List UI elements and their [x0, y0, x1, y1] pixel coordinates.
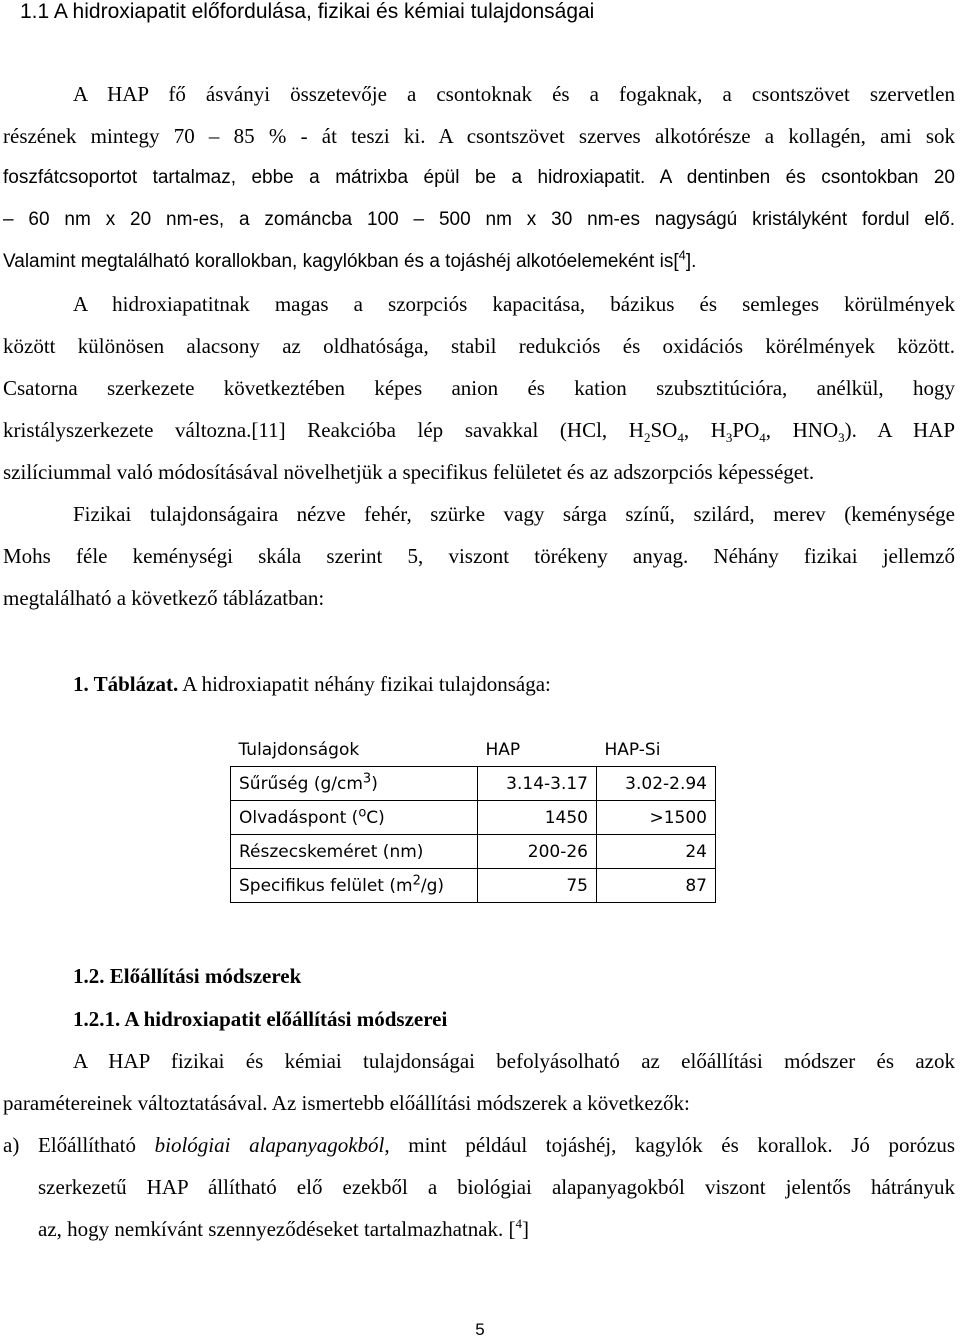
table-cell-property — [231, 801, 478, 835]
table-row — [231, 835, 716, 869]
table-cell-hapsi: 3.02-2.94 — [597, 767, 716, 801]
table-header-cell: HAP-Si — [597, 733, 716, 767]
table-cell-hap: 75 — [478, 869, 597, 903]
text-line: foszfátcsoportot tartalmaz, ebbe a mátrixba épül be a hidroxiapatit. A dentinben és csontokban 20 — [3, 167, 955, 188]
emphasized-text: biológiai alapanyagokból — [154, 1133, 385, 1157]
section-title-1-2: 1.2. Előállítási módszerek — [73, 964, 302, 988]
text-fragment: SO — [650, 418, 678, 442]
table-header-row — [231, 733, 716, 767]
table-cell-hapsi: >1500 — [597, 801, 716, 835]
section-title-1-2-1: 1.2.1. A hidroxiapatit előállítási módszerei — [73, 1007, 448, 1031]
subscript: 4 — [677, 430, 684, 446]
text-line: Fizikai tulajdonságaira nézve fehér, szürke vagy sárga színű, szilárd, merev (keménysége — [73, 502, 955, 526]
text-fragment: ) — [371, 773, 378, 794]
paragraph-sorption — [3, 283, 955, 493]
table-row — [231, 767, 716, 801]
text-fragment: Valamint megtalálható korallokban, kagylókban és a tojáshéj alkotóelemeként is[ — [3, 251, 679, 272]
text-fragment: Sűrűség (g/cm — [239, 773, 363, 794]
text-line: paramétereinek változtatásával. Az ismertebb előállítási módszerek a következők: — [3, 1091, 690, 1115]
text-fragment: , mint például tojáshéj, kagylók és korallok. Jó porózus — [384, 1133, 956, 1157]
section-heading: 1.1 A hidroxiapatit előfordulása, fizikai és kémiai tulajdonságai — [20, 0, 595, 23]
text-fragment: , H — [683, 418, 726, 442]
subscript: 4 — [759, 430, 766, 446]
text-line: Mohs féle keménységi skála szerint 5, viszont törékeny anyag. Néhány fizikai jellemző — [3, 544, 955, 568]
superscript: o — [358, 804, 367, 820]
subscript: 3 — [838, 430, 845, 446]
table-cell-hap: 1450 — [478, 801, 597, 835]
method-list-item-a — [3, 1124, 955, 1250]
text-line: – 60 nm x 20 nm-es, a zománcba 100 – 500 nm x 30 nm-es nagyságú kristályként fordul elő. — [3, 209, 955, 230]
table-header-cell: HAP — [478, 733, 597, 767]
text-line — [3, 1124, 955, 1166]
table-cell-hapsi: 87 — [597, 869, 716, 903]
text-fragment: kristályszerkezete változna.[11] Reakcióba lép savakkal (HCl, H — [3, 418, 644, 442]
table-row — [231, 869, 716, 903]
text-fragment: ). A HAP — [844, 418, 956, 442]
text-line: A hidroxiapatitnak magas a szorpciós kapacitása, bázikus és semleges körülmények — [73, 292, 955, 316]
text-line — [3, 409, 955, 451]
text-line: Csatorna szerkezete következtében képes anion és kation szubsztitúcióra, anélkül, hogy — [3, 376, 955, 400]
text-line — [3, 1208, 955, 1250]
superscript: 3 — [362, 770, 372, 786]
text-fragment: , HNO — [765, 418, 839, 442]
page-number: 5 — [475, 1320, 485, 1339]
text-fragment: ] — [522, 1217, 530, 1241]
table-cell-hapsi: 24 — [597, 835, 716, 869]
text-fragment: Specifikus felület (m — [239, 875, 413, 896]
reference-superscript: 4 — [678, 247, 686, 263]
text-line: szerkezetű HAP állítható elő ezekből a biológiai alapanyagokból viszont jelentős hátrányuk — [38, 1175, 955, 1199]
text-fragment: Előállítható — [38, 1133, 155, 1157]
superscript: 2 — [412, 872, 421, 888]
table-caption-text: A hidroxiapatit néhány fizikai tulajdonsága: — [178, 672, 551, 696]
reference-superscript: 4 — [515, 1216, 523, 1231]
table-cell-property — [231, 869, 478, 903]
text-fragment: Olvadáspont ( — [239, 807, 359, 828]
properties-table — [230, 733, 716, 903]
text-line: között különösen alacsony az oldhatósága, stabil redukciós és oxidációs körélmények között. — [3, 334, 955, 358]
table-caption — [73, 663, 551, 705]
text-fragment: ]. — [685, 251, 697, 272]
text-fragment: az, hogy nemkívánt szennyeződéseket tartalmazhatnak. [ — [38, 1217, 516, 1241]
text-fragment: /g) — [420, 875, 444, 896]
subscript: 2 — [643, 430, 651, 446]
text-fragment: C) — [366, 807, 385, 828]
paragraph-physical — [3, 493, 955, 619]
text-fragment: Részecskeméret (nm) — [239, 841, 424, 862]
text-line: megtalálható a következő táblázatban: — [3, 586, 325, 610]
text-line: szilíciummal való módosításával növelhetjük a specifikus felületet és az adszorpciós képességet. — [3, 460, 815, 484]
table-caption-label: 1. Táblázat. — [73, 672, 179, 696]
table-header-cell: Tulajdonságok — [231, 733, 478, 767]
text-line: részének mintegy 70 – 85 % - át teszi ki. A csontszövet szerves alkotórésze a kollagén, ami sok — [3, 124, 955, 148]
text-line: A HAP fő ásványi összetevője a csontoknak és a fogaknak, a csontszövet szervetlen — [73, 82, 955, 106]
paragraph-methods — [3, 1040, 955, 1124]
text-line: A HAP fizikai és kémiai tulajdonságai befolyásolható az előállítási módszer és azok — [73, 1049, 955, 1073]
table-cell-hap: 200-26 — [478, 835, 597, 869]
list-marker: a) — [3, 1133, 20, 1157]
table-row — [231, 801, 716, 835]
text-line — [3, 241, 955, 283]
table-cell-property — [231, 767, 478, 801]
table-cell-property — [231, 835, 478, 869]
subscript: 3 — [725, 430, 733, 446]
table-cell-hap: 3.14-3.17 — [478, 767, 597, 801]
text-fragment: PO — [732, 418, 760, 442]
paragraph-hap-occurrence — [3, 73, 955, 283]
